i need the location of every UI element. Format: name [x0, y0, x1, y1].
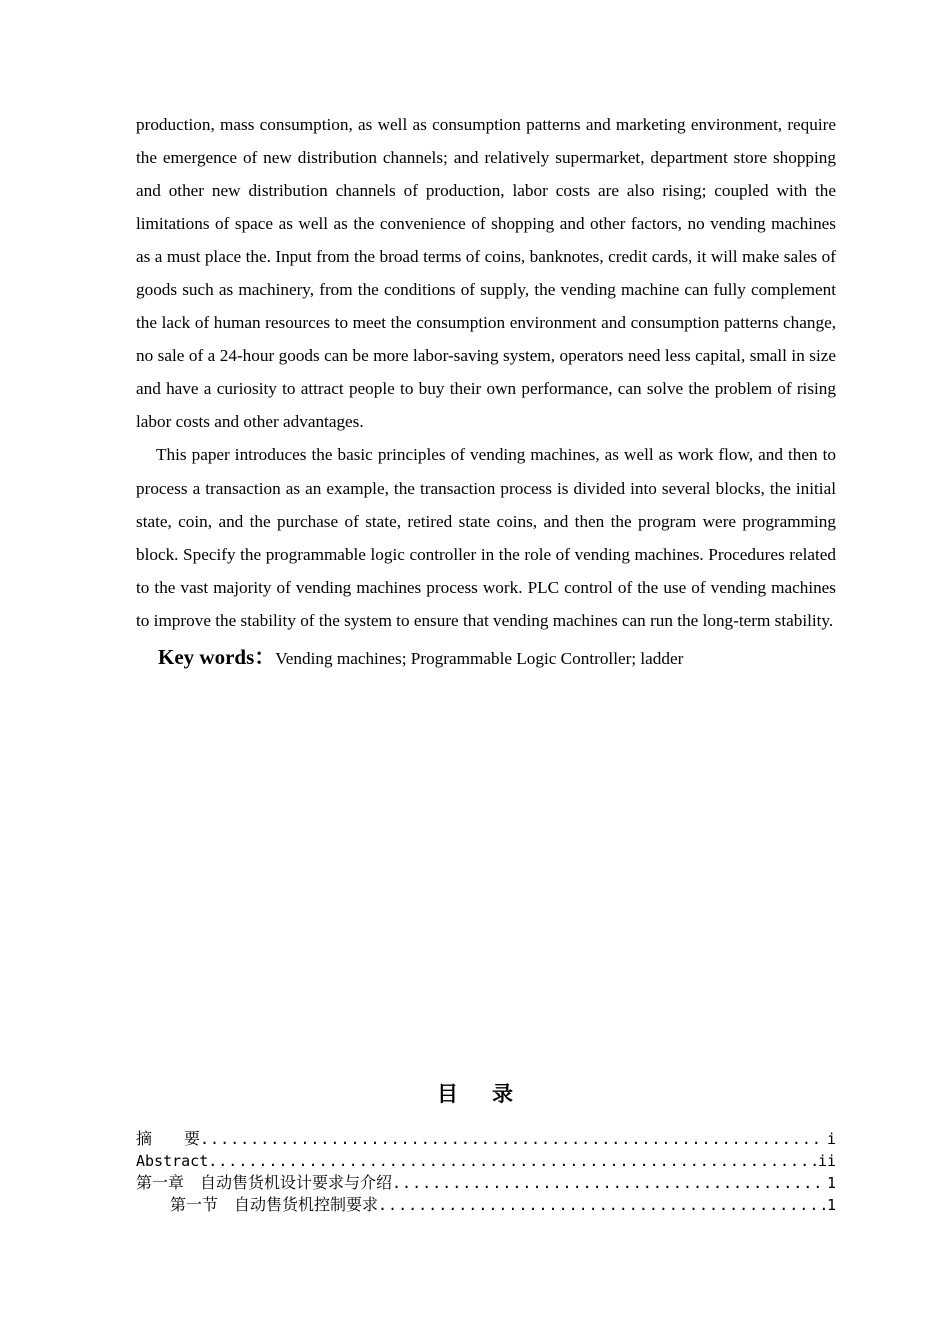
- toc-entry-section-1-1[interactable]: [136, 1194, 836, 1216]
- keywords-text: Vending machines; Programmable Logic Controller; ladder: [275, 648, 684, 668]
- toc-entry-page: i: [826, 1130, 836, 1148]
- keywords-line: [136, 637, 836, 679]
- table-of-contents: [136, 1128, 836, 1216]
- toc-entry-chapter-1[interactable]: [136, 1172, 836, 1194]
- toc-title-char-1: 目: [437, 1082, 458, 1106]
- toc-entry-page: 1: [826, 1196, 836, 1214]
- abstract-paragraph-1: production, mass consumption, as well as consumption patterns and marketing environment, require the emergence of new distribution channels; and relatively supermarket, department store shopping and other new distribution channels of production, labor costs are also rising; coupled with the limitations of space as well as the convenience of shopping and other factors, no vending machines as a must place the. Input from the broad terms of coins, banknotes, credit cards, it will make sales of goods such as machinery, from the conditions of supply, the vending machine can fully complement the lack of human resources to meet the consumption environment and consumption patterns change, no sale of a 24-hour goods can be more labor-saving system, operators need less capital, small in size and have a curiosity to attract people to buy their own performance, can solve the problem of rising labor costs and other advantages.: [136, 115, 836, 432]
- toc-entry-label: 第一节 自动售货机控制要求: [170, 1195, 379, 1214]
- keywords-label: Key words：: [158, 644, 276, 669]
- abstract-section: [136, 108, 836, 679]
- toc-dot-leader: [200, 1128, 825, 1150]
- toc-entry-label: Abstract: [136, 1152, 209, 1170]
- toc-dot-leader: [392, 1172, 825, 1194]
- toc-title-char-2: 录: [492, 1082, 513, 1106]
- toc-dot-leader: [208, 1150, 816, 1172]
- toc-entry-page: 1: [826, 1174, 836, 1192]
- toc-entry-abstract-cn[interactable]: [136, 1128, 836, 1150]
- abstract-paragraph-2: This paper introduces the basic principles of vending machines, as well as work flow, and then to process a transaction as an example, the transaction process is divided into several blocks, the initial state, coin, and the purchase of state, retired state coins, and then the program were programming block. Specify the programmable logic controller in the role of vending machines. Procedures related to the vast majority of vending machines process work. PLC control of the use of vending machines to improve the stability of the system to ensure that vending machines can run the long-term stability.: [136, 445, 836, 630]
- toc-title: [0, 1078, 950, 1108]
- toc-entry-label: 摘 要: [136, 1129, 201, 1148]
- toc-entry-label: 第一章 自动售货机设计要求与介绍: [136, 1173, 393, 1192]
- toc-entry-abstract-en[interactable]: [136, 1150, 836, 1172]
- toc-entry-page: ii: [817, 1152, 836, 1170]
- toc-dot-leader: [378, 1194, 825, 1216]
